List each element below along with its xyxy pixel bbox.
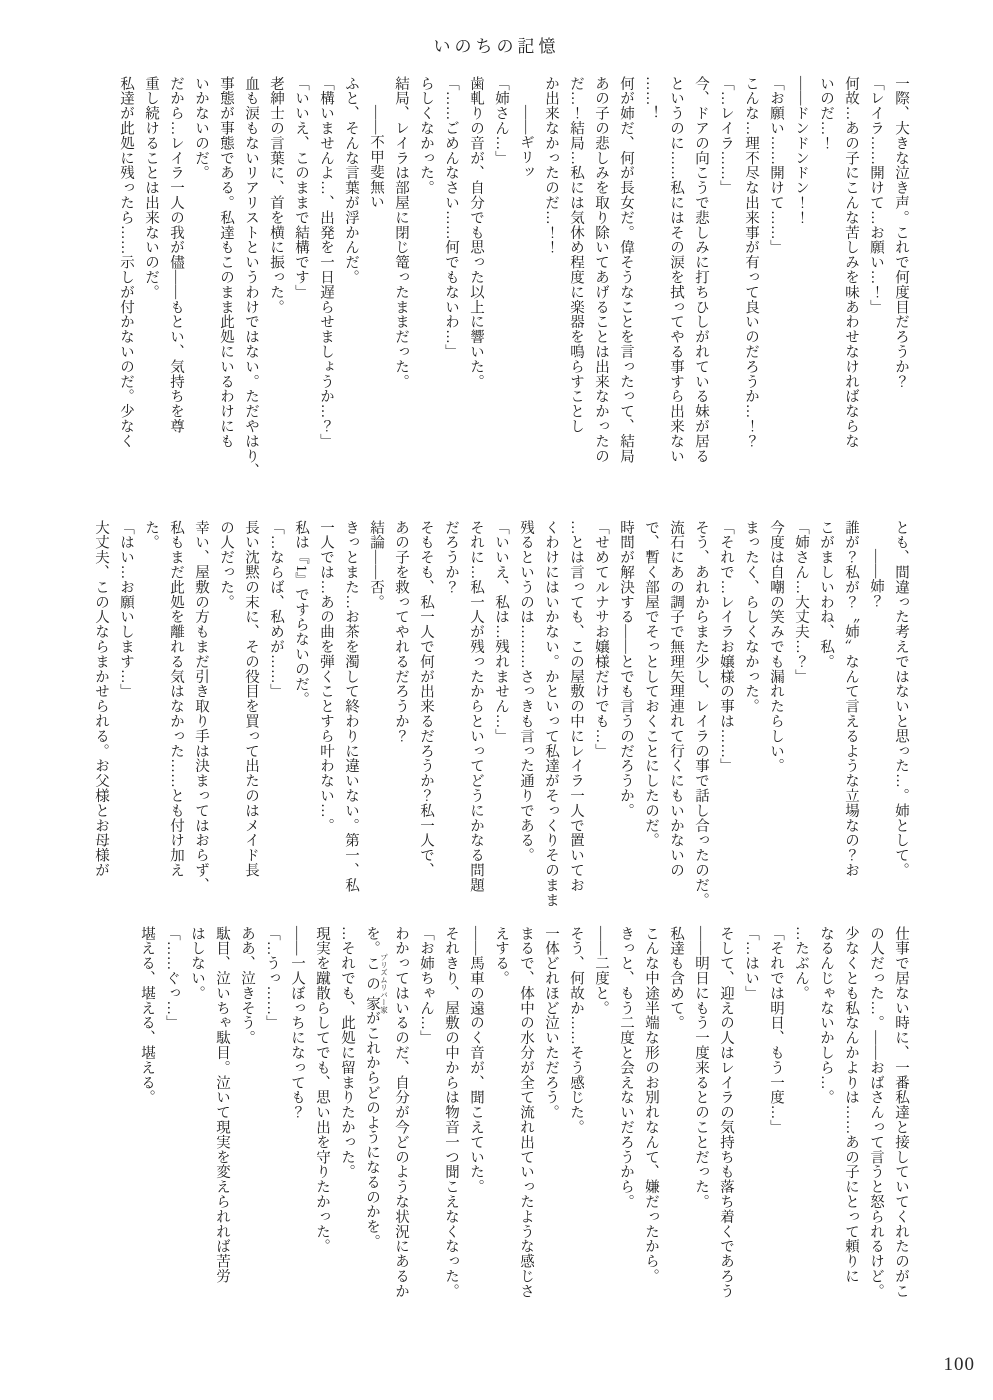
text-column: 「お願い……開けて……」 <box>768 76 784 255</box>
text-column: 結論――否。 <box>368 520 384 610</box>
text-column: …とは言っても、この屋敷の中にレイラ一人で置いてお <box>568 520 584 893</box>
text-column: ――姉？ <box>868 549 884 609</box>
text-column: ……！ <box>643 76 659 121</box>
text-column: ――二度と。 <box>593 926 609 1016</box>
text-column: 「…レイラ……」 <box>718 76 734 196</box>
text-column: だから…レイラ一人の我が儘――もとい、気持ちを尊 <box>168 76 184 434</box>
text-column: 「はい…お願いします…」 <box>118 520 134 699</box>
text-column: ――ドンドンドン！！ <box>793 76 809 225</box>
text-column: 「構いませんよ…、出発を一日遅らせましょうか…？」 <box>318 76 334 449</box>
page-title: いのちの記憶 <box>433 37 560 56</box>
text-column: 堪える、堪える、堪える。 <box>139 926 155 1105</box>
text-column: を。この家 プリズムリバー家がこれからどのようになるのかを。 <box>364 926 389 1250</box>
text-column: 残るというのは………さっきも言った通りである。 <box>518 520 534 863</box>
text-column: …それでも、此処に留まりたかった。 <box>339 926 355 1180</box>
text-column: た。 <box>143 520 159 550</box>
text-column: こがましいわね、私。 <box>818 520 834 669</box>
text-column: 「それで…レイラお嬢様の事は……」 <box>718 520 734 774</box>
text-column: こんな中途半端な形のお別れなんて、嫌だったから。 <box>643 926 659 1284</box>
text-block-3 <box>134 926 913 1326</box>
text-column: 歯軋りの音が、自分でも思った以上に響いた。 <box>468 76 484 389</box>
text-column: の人だった…。――おばさんって言うと怒られるけど。 <box>868 926 884 1299</box>
text-column: 誰が？私が？〝姉〟なんて言えるような立場なの？お <box>843 520 859 878</box>
text-column: いのだ…！ <box>818 76 834 151</box>
text-column: 「…はい」 <box>743 926 759 1001</box>
text-column: 「レイラ……開けて…お願い…！」 <box>868 76 884 315</box>
text-column: 「姉さん…」 <box>493 76 509 166</box>
text-column: ――不甲斐無い <box>368 105 384 210</box>
text-column: 「……ごめんなさい……何でもないわ…」 <box>443 76 459 360</box>
text-column: 「お姉ちゃん…」 <box>418 926 434 1046</box>
text-column: まるで、体中の水分が全て流れ出ていったような感じさ <box>518 926 534 1299</box>
text-column: 「いいえ、このままで結構です」 <box>293 76 309 300</box>
text-column: なるんじゃないかしら…。 <box>818 926 834 1105</box>
furigana-ruby: この家 プリズムリバー家 <box>364 953 389 1014</box>
text-column: 長い沈黙の末に、その役目を買って出たのはメイド長 <box>243 520 259 878</box>
text-column: らしくなかった。 <box>418 76 434 196</box>
text-column: 私達も含めて。 <box>668 926 684 1031</box>
text-column: 一体どれほど泣いただろう。 <box>543 926 559 1120</box>
text-column: 今度は自嘲の笑みでも漏れたらしい。 <box>768 520 784 774</box>
text-column: 少なくとも私なんかよりは……あの子にとって頼りに <box>843 926 859 1284</box>
text-column: 「それでは明日、もう一度…」 <box>768 926 784 1135</box>
page-number: 100 <box>943 1354 975 1375</box>
text-column: 大丈夫、この人ならまかせられる。お父様とお母様が <box>93 520 109 878</box>
text-column: 流石にあの調子で無理矢理連れて行くにもいかないの <box>668 520 684 878</box>
text-column: 血も涙もないリアリストというわけではない。ただやはり、 <box>243 76 259 479</box>
text-column: それに…私一人が残ったからといってどうにかなる問題 <box>468 520 484 893</box>
text-block-1 <box>113 76 913 512</box>
text-column: 私達が此処に残ったら……示しが付かないのだ。少なく <box>118 76 134 449</box>
text-column: 何故…あの子にこんな苦しみを味あわせなければならな <box>843 76 859 449</box>
text-column: 私は『1』ですらないのだ。 <box>293 520 309 707</box>
text-column: わかってはいるのだ、自分が今どのような状況にあるか <box>393 926 409 1299</box>
text-column: きっとまた…お茶を濁して終わりに違いない。第一、私 <box>343 520 359 893</box>
text-column: 重し続けることは出来ないのだ。 <box>143 76 159 300</box>
text-column: きっと、もう二度と会えないだろうから。 <box>618 926 634 1210</box>
text-column: ふと、そんな言葉が浮かんだ。 <box>343 76 359 285</box>
text-column: だ…！結局…私には気休め程度に楽器を鳴らすことし <box>568 76 584 434</box>
text-column: 事態が事態である。私達もこのまま此処にいるわけにも <box>218 76 234 449</box>
text-column: 「せめてルナサお嬢様だけでも…」 <box>593 520 609 759</box>
text-column: あの子の悲しみを取り除いてあげることは出来なかったの <box>593 76 609 464</box>
text-column: だろうか？ <box>443 520 459 595</box>
text-column: 今、ドアの向こうで悲しみに打ちひしがれている妹が居る <box>693 76 709 464</box>
text-column: 「……ぐっ…」 <box>164 926 180 1031</box>
text-block-2 <box>88 520 913 930</box>
text-column: ――一人ぼっちになっても？ <box>289 926 305 1120</box>
text-column: 私もまだ此処を離れる気はなかった……とも付け加え <box>168 520 184 878</box>
text-column: まったく、らしくなかった。 <box>743 520 759 714</box>
text-column: そもそも、私一人で何が出来るだろうか？私一人で、 <box>418 520 434 878</box>
text-column: 結局、レイラは部屋に閉じ篭ったままだった。 <box>393 76 409 389</box>
text-column: そう、あれからまた少し、レイラの事で話し合ったのだ。 <box>693 520 709 908</box>
text-column: …たぶん。 <box>793 926 809 1001</box>
text-column: 老紳士の言葉に、首を横に振った。 <box>268 76 284 315</box>
text-column: 「姉さん…大丈夫…？」 <box>793 520 809 684</box>
text-column: ――明日にもう一度来るとのことだった。 <box>693 926 709 1210</box>
text-column: えする。 <box>493 926 509 986</box>
text-column: くわけにはいかない。かといって私達がそっくりそのまま <box>543 520 559 908</box>
text-column: とも、間違った考えではないと思った…。姉として。 <box>893 520 909 878</box>
text-column: 一際、大きな泣き声。これで何度目だろうか？ <box>893 76 909 389</box>
text-column: はしない。 <box>189 926 205 1001</box>
text-column: ――ギリッ <box>518 105 534 180</box>
text-column: の人だった。 <box>218 520 234 610</box>
text-column: 仕事で居ない時に、一番私達と接していてくれたのがこ <box>893 926 909 1299</box>
text-column: そう、何故か……そう感じた。 <box>568 926 584 1135</box>
text-column: そして、迎えの人はレイラの気持ちも落ち着くであろう <box>718 926 734 1299</box>
text-column: 何が姉だ、何が長女だ。偉そうなことを言ったって、結局 <box>618 76 634 464</box>
text-column: か出来なかったのだ…！！ <box>543 76 559 255</box>
text-column: 一人では…あの曲を弾くことすら叶わない…。 <box>318 520 334 833</box>
text-column: というのに……私にはその涙を拭ってやる事すら出来ない <box>668 76 684 464</box>
text-column: 駄目、泣いちゃ駄目。泣いて現実を変えられれば苦労 <box>214 926 230 1284</box>
text-column: ――馬車の遠のく音が、聞こえていた。 <box>468 926 484 1195</box>
text-column: 時間が解決する――とでも言うのだろうか。 <box>618 520 634 818</box>
text-column: 幸い、屋敷の方もまだ引き取り手は決まってはおらず、 <box>193 520 209 893</box>
text-column: 現実を蹴散らしてでも、思い出を守りたかった。 <box>314 926 330 1254</box>
text-column: 「…うっ……」 <box>264 926 280 1031</box>
text-column: 「…ならば、私めが……」 <box>268 520 284 699</box>
text-column: こんな…理不尽な出来事が有って良いのだろうか…！？ <box>743 76 759 449</box>
text-column: あの子を救ってやれるだろうか？ <box>393 520 409 744</box>
text-column: ああ、泣きそう。 <box>239 926 255 1046</box>
text-column: で、暫く部屋でそっとしておくことにしたのだ。 <box>643 520 659 848</box>
text-column: いかないのだ。 <box>193 76 209 181</box>
text-column: それきり、屋敷の中からは物音一つ聞こえなくなった。 <box>443 926 459 1299</box>
text-column: 「いいえ、私は…残れません…」 <box>493 520 509 744</box>
